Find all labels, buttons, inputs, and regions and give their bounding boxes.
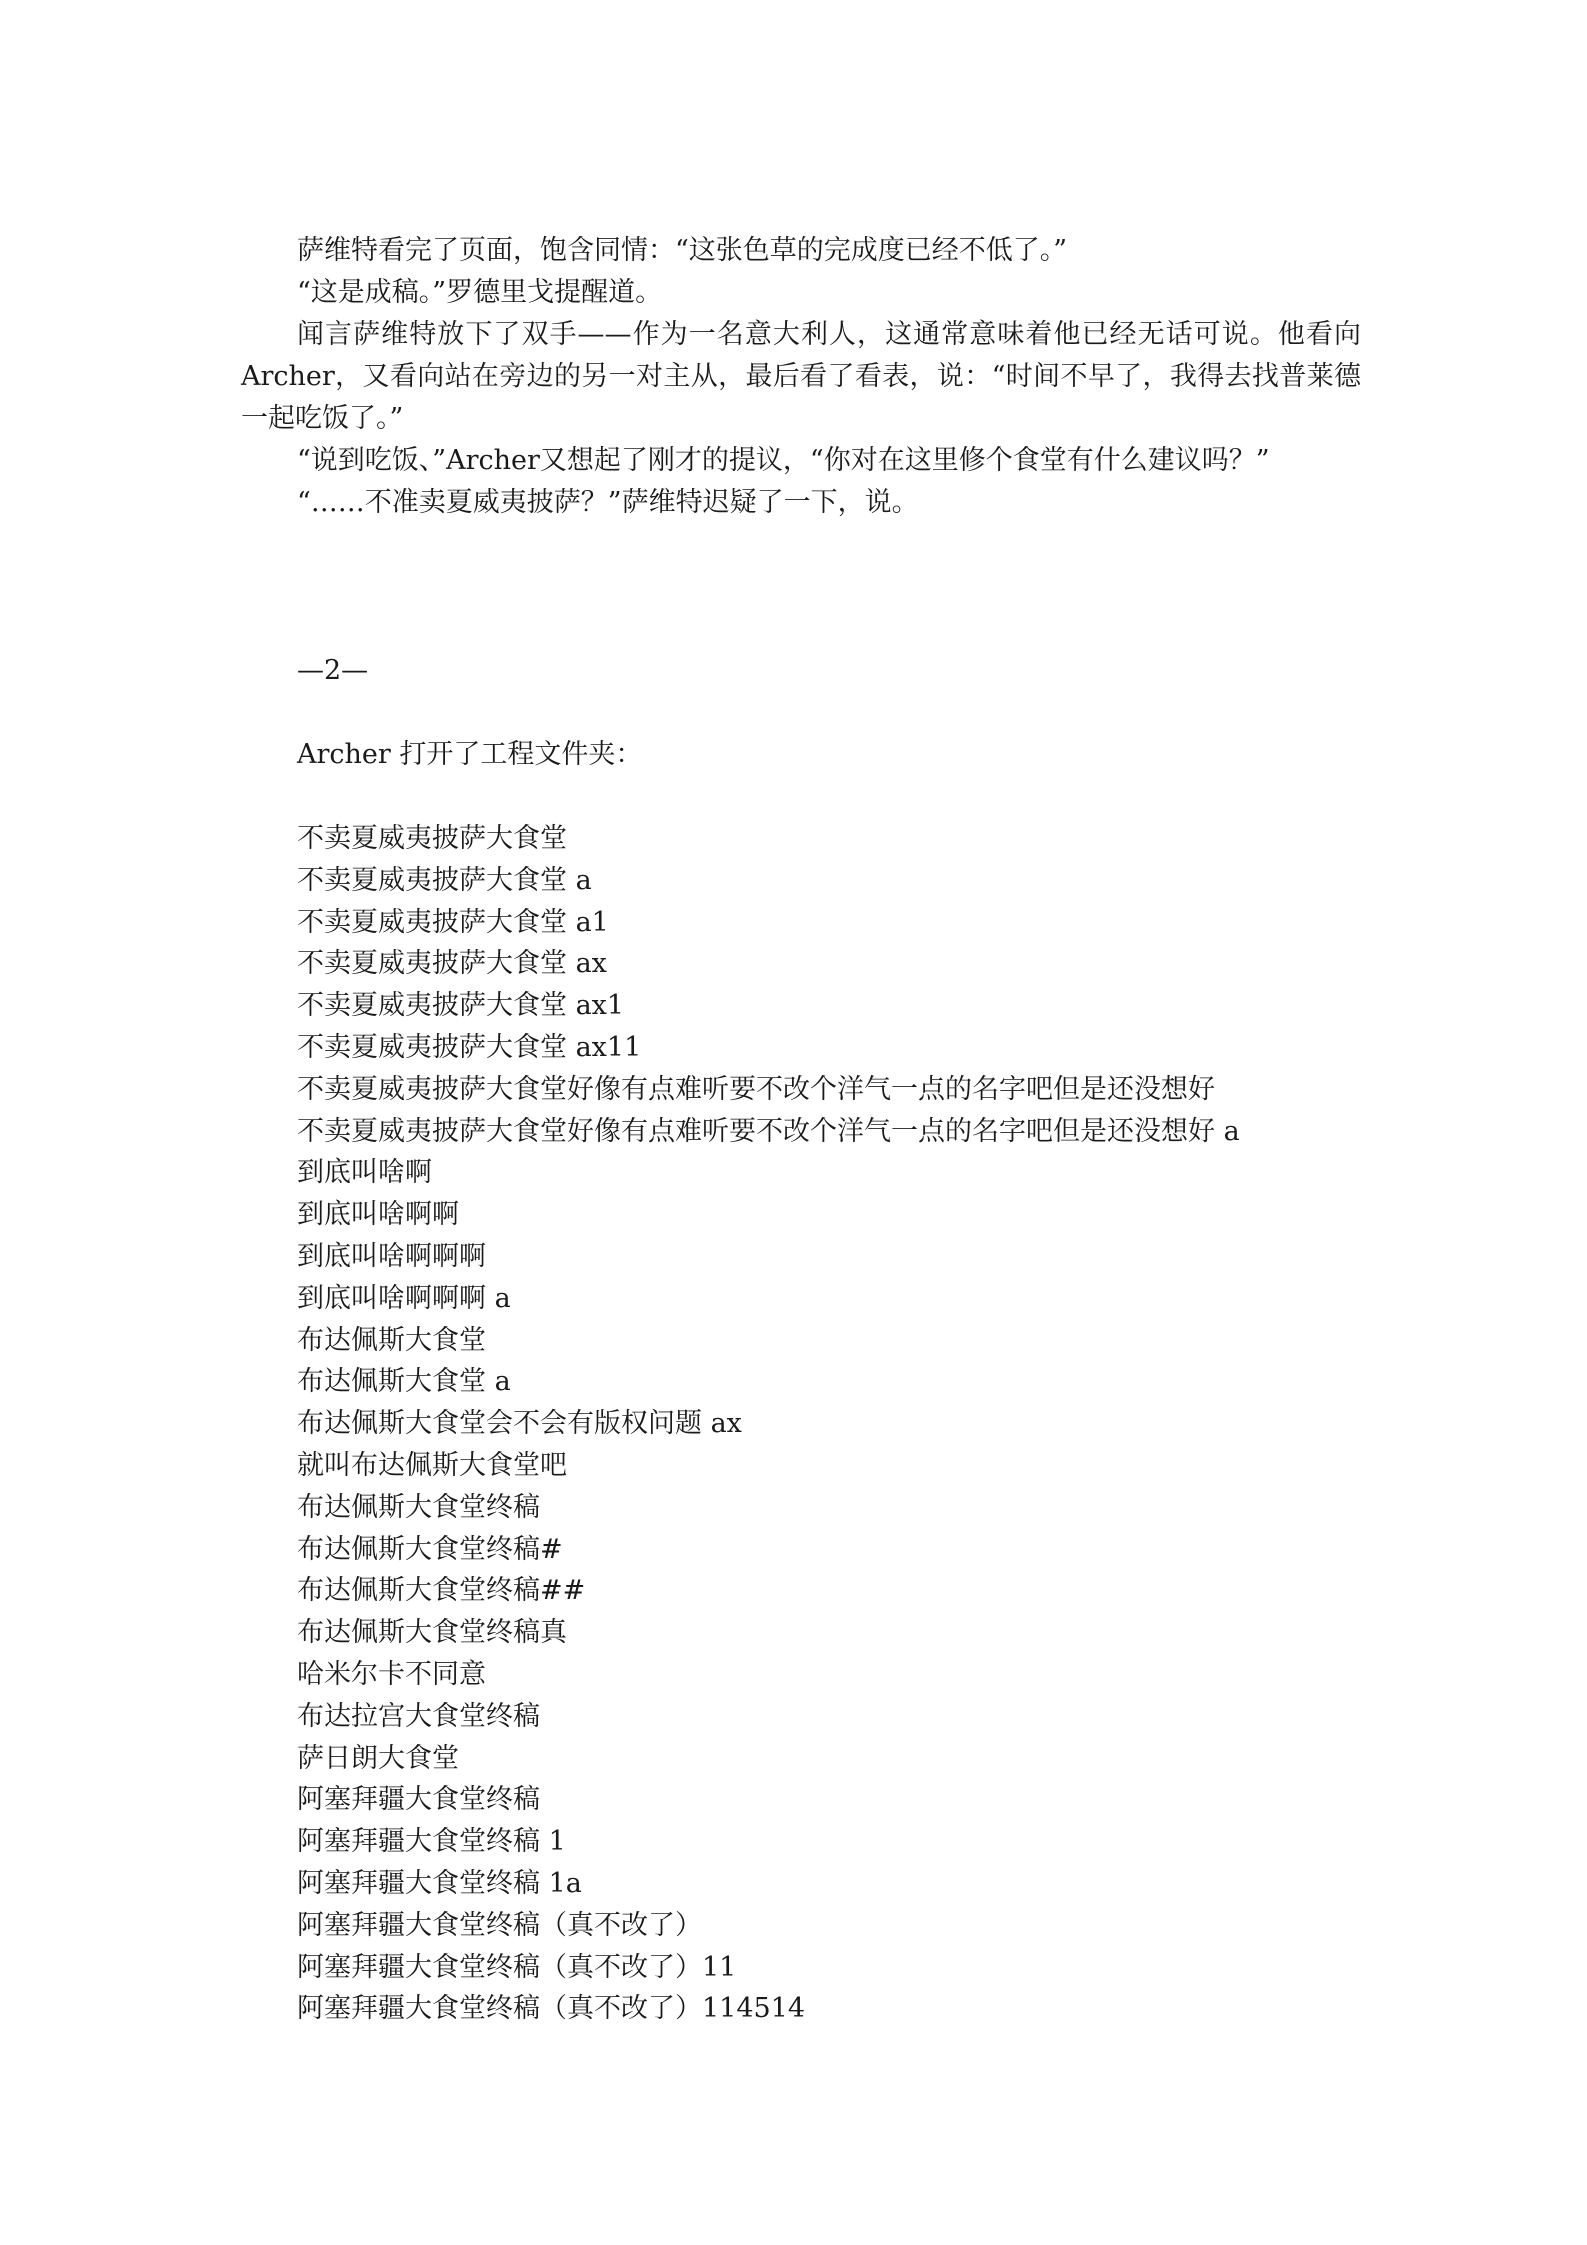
file-name: 布达佩斯大食堂 a <box>297 1366 511 1398</box>
file-name: 不卖夏威夷披萨大食堂好像有点难听要不改个洋气一点的名字吧但是还没想好 a <box>297 1115 1240 1147</box>
folder-intro: Archer 打开了工程文件夹： <box>297 739 643 770</box>
file-name: 不卖夏威夷披萨大食堂好像有点难听要不改个洋气一点的名字吧但是还没想好 <box>297 1073 1215 1105</box>
file-name: 布达佩斯大食堂 <box>297 1324 486 1356</box>
file-name: 不卖夏威夷披萨大食堂 ax1 <box>297 990 625 1022</box>
file-name: 到底叫啥啊啊啊 <box>297 1240 486 1272</box>
paragraph: 萨维特看完了页面，饱含同情：“这张色草的完成度已经不低了。” <box>297 235 1068 266</box>
document-body <box>241 230 1361 2030</box>
file-name: 阿塞拜疆大食堂终稿 1a <box>297 1867 582 1899</box>
section-marker: —2— <box>297 655 369 686</box>
file-name: 不卖夏威夷披萨大食堂 ax11 <box>297 1031 642 1063</box>
paragraph: “这是成稿。”罗德里戈提醒道。 <box>297 277 663 308</box>
blank-line <box>241 776 1361 818</box>
file-name: 不卖夏威夷披萨大食堂 <box>297 823 567 854</box>
blank-space <box>241 524 1361 650</box>
file-name: 布达拉宫大食堂终稿 <box>297 1700 540 1732</box>
file-name: 布达佩斯大食堂终稿 <box>297 1491 540 1523</box>
file-name: 萨日朗大食堂 <box>297 1742 459 1774</box>
file-name: 阿塞拜疆大食堂终稿 <box>297 1784 540 1816</box>
file-name: 阿塞拜疆大食堂终稿 1 <box>297 1826 566 1858</box>
blank-line <box>241 692 1361 734</box>
file-name: 到底叫啥啊 <box>297 1157 432 1189</box>
file-name: 布达佩斯大食堂终稿# <box>297 1533 563 1565</box>
file-name: 布达佩斯大食堂会不会有版权问题 ax <box>297 1408 742 1440</box>
paragraph: 闻言萨维特放下了双手——作为一名意大利人，这通常意味着他已经无话可说。他看向Archer，又看向站在旁边的另一对主从，最后看了看表，说：“时间不早了，我得去找普莱德一起吃饭了。” <box>241 319 1361 434</box>
file-name: 阿塞拜疆大食堂终稿（真不改了）114514 <box>297 1993 806 2025</box>
file-list <box>241 818 1361 2030</box>
file-name: 到底叫啥啊啊 <box>297 1199 459 1231</box>
file-name: 阿塞拜疆大食堂终稿（真不改了）11 <box>297 1951 737 1983</box>
file-name: 布达佩斯大食堂终稿## <box>297 1575 586 1607</box>
file-name: 不卖夏威夷披萨大食堂 a <box>297 864 592 896</box>
file-name: 不卖夏威夷披萨大食堂 a1 <box>297 906 609 938</box>
file-name: 哈米尔卡不同意 <box>297 1658 486 1690</box>
paragraph: “说到吃饭、”Archer又想起了刚才的提议，“你对在这里修个食堂有什么建议吗？” <box>297 445 1270 476</box>
file-name: 布达佩斯大食堂终稿真 <box>297 1617 567 1649</box>
paragraph: “……不准卖夏威夷披萨？”萨维特迟疑了一下，说。 <box>297 487 919 518</box>
file-name: 就叫布达佩斯大食堂吧 <box>297 1449 567 1481</box>
file-name: 不卖夏威夷披萨大食堂 ax <box>297 948 607 980</box>
file-name: 到底叫啥啊啊啊 a <box>297 1282 511 1314</box>
file-name: 阿塞拜疆大食堂终稿（真不改了） <box>297 1909 702 1941</box>
